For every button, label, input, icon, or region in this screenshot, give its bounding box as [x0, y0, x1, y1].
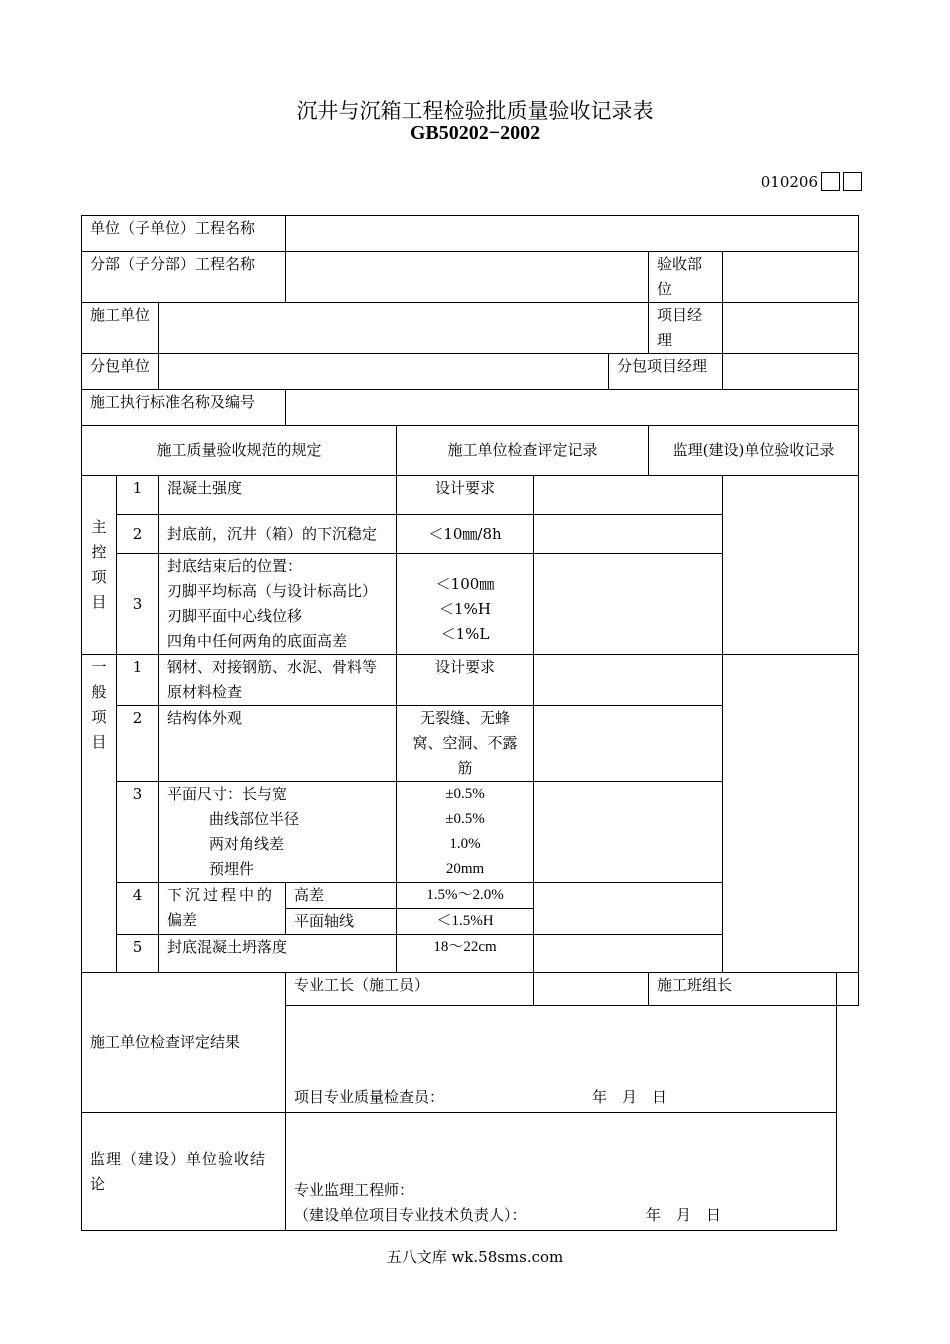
mc-item-no: 2 [117, 515, 159, 554]
construction-result-label: 施工单位检查评定结果 [82, 973, 286, 1113]
mc-item-record[interactable] [534, 515, 723, 554]
code-box-2[interactable] [843, 172, 862, 191]
gen-item-name: 封底混凝土坍落度 [159, 935, 397, 973]
mc-item-record[interactable] [534, 554, 723, 655]
gen-item-name: 下沉过程中的 偏差 [159, 883, 286, 935]
gen-sub-item: 高差 [286, 883, 397, 909]
general-label: 一 般 项 目 [82, 655, 117, 973]
mc-item-no: 3 [117, 554, 159, 655]
gen-item-req: ±0.5% ±0.5% 1.0% 20mm [397, 782, 534, 883]
mc-item-req: 设计要求 [397, 476, 534, 515]
mc-item-name: 封底结束后的位置： 刃脚平均标高（与设计标高比） 刃脚平面中心线位移 四角中任何两角的底面高差 [159, 554, 397, 655]
project-manager-value[interactable] [723, 303, 859, 354]
construction-unit-label: 施工单位 [82, 303, 159, 354]
mc-item-req: ＜10㎜/8h [397, 515, 534, 554]
gen-item-req: 18～22cm [397, 935, 534, 973]
sub-project-manager-label: 分包项目经理 [609, 354, 723, 390]
gen-item-no: 2 [117, 706, 159, 782]
owner-rep-label: （建设单位项目专业技术负责人）： [294, 1206, 527, 1224]
sub-project-manager-value[interactable] [723, 354, 859, 390]
supervision-sign-area[interactable] [286, 1113, 837, 1231]
footer-watermark: 五八文库 wk.58sms.com [386, 1248, 564, 1266]
gen-item-req: ＜1.5%H [397, 909, 534, 935]
check-record-header: 施工单位检查评定记录 [397, 426, 649, 476]
gen-item-record[interactable] [534, 706, 723, 782]
subcontractor-value[interactable] [159, 354, 609, 390]
standard-label: 施工执行标准名称及编号 [82, 390, 286, 426]
gen-sub-item: 平面轴线 [286, 909, 397, 935]
gen-item-req: 无裂缝、无蜂 窝、空洞、不露 筋 [397, 706, 534, 782]
gen-item-no: 4 [117, 883, 159, 935]
gen-item-record[interactable] [534, 655, 723, 706]
supervision-engineer-label: 专业监理工程师： [294, 1181, 415, 1199]
supervision-date: 年 月 日 [646, 1206, 722, 1224]
acceptance-part-label: 验收部位 [649, 252, 723, 303]
gen-item-record[interactable] [534, 935, 723, 973]
mc-item-no: 1 [117, 476, 159, 515]
gen-supervision-record[interactable] [723, 655, 859, 973]
inspector-date: 年 月 日 [592, 1088, 668, 1106]
team-leader-label: 施工班组长 [649, 973, 837, 1006]
supervision-conclusion-label: 监理（建设）单位验收结论 [82, 1113, 286, 1231]
form-title: 沉井与沉箱工程检验批质量验收记录表 [296, 99, 654, 123]
main-control-label: 主 控 项 目 [82, 476, 117, 655]
gen-item-no: 1 [117, 655, 159, 706]
inspection-table [81, 215, 859, 1231]
sub-project-label: 分部（子分部）工程名称 [82, 252, 286, 303]
unit-project-label: 单位（子单位）工程名称 [82, 216, 286, 252]
inspector-sign-area[interactable] [286, 1006, 837, 1113]
team-leader-value[interactable] [837, 973, 859, 1006]
standard-value[interactable] [286, 390, 859, 426]
project-manager-label: 项目经理 [649, 303, 723, 354]
gen-item-record[interactable] [534, 782, 723, 883]
gen-item-no: 3 [117, 782, 159, 883]
gen-item-req: 1.5%～2.0% [397, 883, 534, 909]
mc-item-name: 混凝土强度 [159, 476, 397, 515]
standard-code: GB50202−2002 [409, 122, 541, 144]
supervision-record-header: 监理(建设)单位验收记录 [649, 426, 859, 476]
acceptance-part-value[interactable] [723, 252, 859, 303]
form-code-block [761, 172, 862, 191]
subcontractor-label: 分包单位 [82, 354, 159, 390]
mc-item-name: 封底前，沉井（箱）的下沉稳定 [159, 515, 397, 554]
unit-project-value[interactable] [286, 216, 859, 252]
construction-unit-value[interactable] [159, 303, 649, 354]
gen-item-record[interactable] [534, 883, 723, 935]
foreman-value[interactable] [534, 973, 649, 1006]
gen-item-no: 5 [117, 935, 159, 973]
gen-item-req: 设计要求 [397, 655, 534, 706]
form-code: 010206 [760, 172, 818, 191]
mc-item-record[interactable] [534, 476, 723, 515]
inspector-label: 项目专业质量检查员： [294, 1088, 445, 1106]
mc-supervision-record[interactable] [723, 476, 859, 655]
mc-item-req: ＜100㎜ ＜1%H ＜1%L [397, 554, 534, 655]
code-box-1[interactable] [821, 172, 840, 191]
spec-header: 施工质量验收规范的规定 [82, 426, 397, 476]
gen-item-name: 结构体外观 [159, 706, 397, 782]
foreman-label: 专业工长（施工员） [286, 973, 534, 1006]
gen-item-name: 平面尺寸：长与宽 曲线部位半径 两对角线差 预埋件 [159, 782, 397, 883]
sub-project-value[interactable] [286, 252, 649, 303]
gen-item-name: 钢材、对接钢筋、水泥、骨料等 原材料检查 [159, 655, 397, 706]
